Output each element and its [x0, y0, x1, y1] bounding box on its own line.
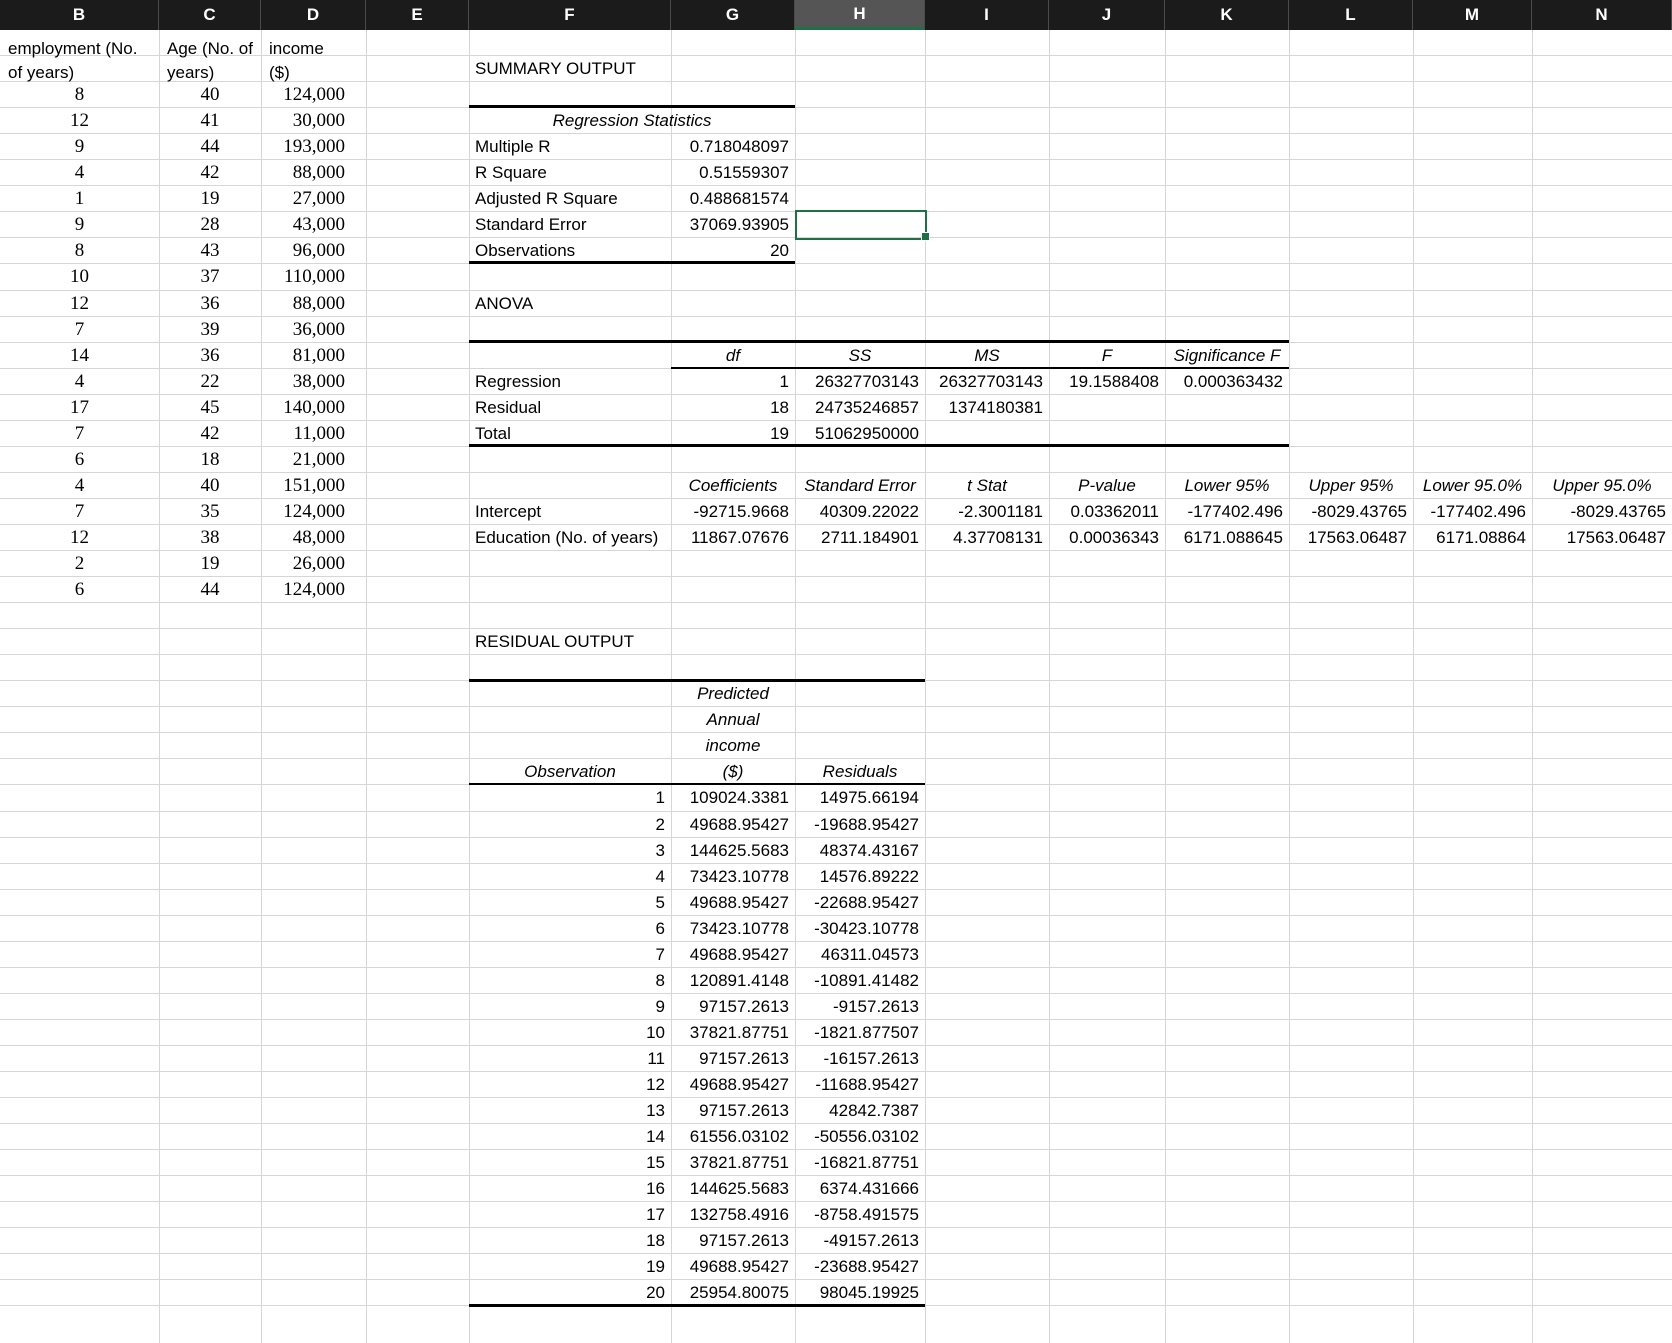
data-cell: 4 — [74, 162, 85, 184]
coef-header: Upper 95% — [1308, 475, 1394, 495]
anova-value: 26327703143 — [814, 371, 919, 391]
stat-label: Standard Error — [475, 215, 587, 235]
coef-row-label: Education (No. of years) — [475, 527, 659, 547]
grid-column-line — [469, 30, 470, 1343]
residual-output-title: RESIDUAL OUTPUT — [475, 632, 635, 652]
column-header-h[interactable]: H — [795, 0, 925, 30]
grid-column-line — [1165, 30, 1166, 1343]
fill-handle[interactable] — [921, 232, 930, 241]
anova-header: MS — [974, 345, 1000, 365]
data-cell: 41 — [200, 110, 220, 132]
data-cell: 7 — [74, 500, 85, 522]
data-cell: 124,000 — [283, 500, 345, 522]
predicted-value: 49688.95427 — [689, 944, 789, 964]
data-cell: 4 — [74, 370, 85, 392]
predicted-value: 132758.4916 — [689, 1205, 789, 1225]
predicted-value: 144625.5683 — [689, 840, 789, 860]
data-cell: 7 — [74, 318, 85, 340]
anova-row-label: Residual — [475, 397, 542, 417]
data-header-d: ($) — [269, 63, 290, 82]
anova-value: 18 — [770, 397, 789, 417]
anova-title: ANOVA — [475, 293, 534, 313]
residual-value: -50556.03102 — [814, 1127, 919, 1147]
observation-number: 17 — [646, 1205, 665, 1225]
observation-number: 4 — [655, 866, 665, 886]
data-cell: 44 — [200, 579, 220, 601]
residual-value: -30423.10778 — [814, 918, 919, 938]
regression-statistics-title: Regression Statistics — [552, 111, 712, 131]
anova-value: 1374180381 — [948, 397, 1043, 417]
data-cell: 40 — [200, 84, 220, 106]
column-header-i[interactable]: I — [925, 0, 1049, 30]
grid-row-line — [0, 628, 1672, 629]
observation-number: 5 — [655, 892, 665, 912]
residual-value: 46311.04573 — [820, 944, 919, 964]
stat-value: 37069.93905 — [689, 215, 789, 235]
data-cell: 96,000 — [292, 240, 345, 262]
residual-value: -8758.491575 — [814, 1205, 919, 1225]
observation-number: 12 — [646, 1075, 665, 1094]
coef-header: Upper 95.0% — [1552, 475, 1652, 495]
anova-value: 51062950000 — [814, 423, 919, 443]
grid-row-line — [0, 706, 1672, 707]
summary-bottom-rule — [469, 261, 795, 264]
coef-header: Standard Error — [804, 475, 916, 495]
anova-row-label: Regression — [475, 371, 561, 391]
coef-value: 4.37708131 — [953, 527, 1043, 547]
observation-number: 15 — [646, 1153, 665, 1173]
predicted-value: 73423.10778 — [689, 866, 789, 886]
residual-value: -22688.95427 — [814, 892, 919, 912]
column-header-e[interactable]: E — [366, 0, 469, 30]
column-header-f[interactable]: F — [469, 0, 671, 30]
residual-value: 14975.66194 — [819, 788, 919, 808]
grid-column-line — [1049, 30, 1050, 1343]
anova-header: F — [1101, 345, 1113, 365]
observation-number: 10 — [646, 1022, 665, 1042]
column-header-k[interactable]: K — [1165, 0, 1289, 30]
residuals-header: Residuals — [822, 762, 898, 782]
data-cell: 43 — [200, 240, 220, 262]
coef-row-label: Intercept — [475, 501, 542, 521]
predicted-value: 144625.5683 — [689, 1179, 789, 1199]
data-header-c: Age (No. of — [167, 39, 253, 58]
anova-value: 19 — [770, 423, 789, 443]
data-cell: 140,000 — [283, 396, 345, 418]
coef-value: -2.3001181 — [958, 501, 1043, 521]
predicted-value: 37821.87751 — [689, 1022, 789, 1042]
anova-value: 26327703143 — [938, 371, 1043, 391]
residual-value: -49157.2613 — [823, 1231, 919, 1251]
predicted-value: 109024.3381 — [689, 788, 789, 808]
data-header-b: employment (No. — [8, 39, 138, 58]
coef-value: 40309.22022 — [819, 501, 919, 521]
coef-header: Lower 95% — [1184, 475, 1270, 495]
data-cell: 26,000 — [292, 553, 345, 574]
coef-value: -177402.496 — [1187, 501, 1283, 521]
data-cell: 21,000 — [292, 448, 345, 470]
predicted-header: income — [705, 736, 761, 756]
observation-number: 18 — [646, 1231, 665, 1251]
data-cell: 81,000 — [292, 344, 345, 366]
observation-header: Observation — [524, 762, 616, 782]
data-cell: 6 — [74, 579, 85, 601]
observation-number: 14 — [646, 1127, 665, 1147]
coef-value: 0.00036343 — [1069, 527, 1159, 547]
anova-value: 0.000363432 — [1183, 371, 1283, 391]
residual-value: 6374.431666 — [819, 1179, 919, 1199]
data-cell: 6 — [74, 448, 85, 470]
data-cell: 110,000 — [283, 266, 345, 288]
data-cell: 40 — [200, 474, 220, 496]
predicted-value: 97157.2613 — [699, 996, 789, 1016]
coef-value: 17563.06487 — [1566, 527, 1666, 547]
data-cell: 35 — [200, 500, 220, 522]
data-cell: 14 — [70, 344, 89, 366]
residual-value: -1821.877507 — [814, 1022, 919, 1042]
coef-value: -92715.9668 — [693, 501, 789, 521]
predicted-value: 97157.2613 — [699, 1231, 789, 1251]
observation-number: 9 — [655, 996, 665, 1016]
stat-label: Adjusted R Square — [475, 189, 618, 209]
data-cell: 9 — [74, 214, 85, 236]
grid-row-line — [0, 732, 1672, 733]
data-cell: 27,000 — [292, 188, 345, 210]
residual-value: -11688.95427 — [815, 1075, 919, 1094]
predicted-value: 120891.4148 — [689, 970, 789, 990]
data-cell: 28 — [200, 214, 220, 236]
predicted-value: 49688.95427 — [689, 1257, 789, 1277]
data-cell: 124,000 — [283, 84, 345, 106]
data-cell: 39 — [200, 318, 220, 340]
anova-header: SS — [848, 345, 872, 365]
coef-value: -177402.496 — [1430, 501, 1526, 521]
column-header-j[interactable]: J — [1049, 0, 1165, 30]
data-cell: 4 — [74, 474, 85, 496]
data-cell: 30,000 — [292, 110, 345, 132]
coef-header: Coefficients — [688, 475, 778, 495]
predicted-header: ($) — [722, 762, 744, 782]
residual-bottom-rule — [469, 1304, 925, 1307]
column-header-m[interactable]: M — [1413, 0, 1532, 30]
predicted-value: 37821.87751 — [689, 1153, 789, 1173]
anova-value: 19.1588408 — [1069, 371, 1159, 391]
data-cell: 19 — [200, 188, 220, 210]
data-cell: 43,000 — [292, 214, 345, 236]
data-cell: 1 — [74, 188, 85, 210]
data-cell: 36 — [200, 344, 220, 366]
data-cell: 88,000 — [292, 292, 345, 314]
column-header-d[interactable]: D — [261, 0, 366, 30]
observation-number: 1 — [655, 788, 665, 808]
predicted-value: 25954.80075 — [689, 1283, 789, 1303]
anova-row-label: Total — [475, 423, 511, 443]
residual-value: 48374.43167 — [819, 840, 919, 860]
data-cell: 36 — [200, 292, 220, 314]
data-cell: 2 — [74, 553, 85, 574]
residual-value: 98045.19925 — [819, 1283, 919, 1303]
data-cell: 42 — [200, 422, 220, 444]
data-cell: 42 — [200, 162, 220, 184]
residual-value: -23688.95427 — [814, 1257, 919, 1277]
predicted-value: 73423.10778 — [689, 918, 789, 938]
coef-header: Lower 95.0% — [1422, 475, 1523, 495]
coef-header: P-value — [1078, 475, 1136, 495]
grid-row-line — [0, 654, 1672, 655]
data-cell: 7 — [74, 422, 85, 444]
data-cell: 12 — [70, 292, 89, 314]
data-cell: 12 — [70, 526, 89, 548]
column-header-n[interactable]: N — [1532, 0, 1672, 30]
observation-number: 16 — [646, 1179, 665, 1199]
column-header-b[interactable]: B — [0, 0, 159, 30]
data-cell: 44 — [200, 136, 220, 158]
predicted-value: 97157.2613 — [699, 1048, 789, 1068]
stat-label: Multiple R — [475, 137, 551, 157]
coef-value: 6171.088645 — [1183, 527, 1283, 547]
residual-value: 14576.89222 — [819, 866, 919, 886]
stat-label: R Square — [475, 163, 547, 183]
data-cell: 124,000 — [283, 579, 345, 601]
stat-value: 0.718048097 — [689, 137, 789, 157]
grid-column-line — [671, 30, 672, 1343]
stat-value: 0.488681574 — [689, 189, 789, 209]
grid-column-line — [366, 30, 367, 1343]
summary-title: SUMMARY OUTPUT — [475, 59, 636, 79]
observation-number: 19 — [646, 1257, 665, 1277]
data-cell: 37 — [200, 266, 220, 288]
predicted-value: 97157.2613 — [699, 1101, 789, 1121]
anova-bottom-rule — [469, 444, 1289, 447]
data-header-b: of years) — [8, 63, 75, 82]
observation-number: 13 — [646, 1101, 665, 1121]
data-cell: 19 — [200, 553, 220, 574]
anova-header: Significance F — [1173, 345, 1281, 365]
residual-value: -16157.2613 — [823, 1048, 919, 1068]
coef-value: -8029.43765 — [1311, 501, 1407, 521]
predicted-header: Predicted — [697, 684, 769, 704]
data-cell: 9 — [74, 136, 85, 158]
residual-value: -10891.41482 — [814, 970, 919, 990]
residual-value: -9157.2613 — [832, 996, 919, 1016]
predicted-header: Annual — [706, 710, 760, 730]
residual-value: 42842.7387 — [829, 1101, 919, 1121]
predicted-value: 49688.95427 — [689, 1075, 789, 1094]
data-cell: 45 — [200, 396, 220, 418]
column-header-l[interactable]: L — [1289, 0, 1413, 30]
anova-value: 1 — [779, 371, 789, 391]
predicted-value: 49688.95427 — [689, 892, 789, 912]
data-cell: 17 — [70, 396, 89, 418]
data-cell: 22 — [200, 370, 220, 392]
data-header-d: income — [269, 39, 324, 58]
coef-value: 2711.184901 — [820, 527, 919, 547]
observation-number: 7 — [655, 944, 665, 964]
observation-number: 11 — [647, 1048, 665, 1068]
data-cell: 151,000 — [283, 474, 345, 496]
stat-value: 20 — [770, 241, 789, 261]
residual-value: -16821.87751 — [814, 1153, 919, 1173]
grid-column-line — [1532, 30, 1533, 1343]
data-cell: 8 — [74, 84, 85, 106]
observation-number: 2 — [655, 814, 665, 834]
grid-column-line — [1413, 30, 1414, 1343]
coef-header: t Stat — [967, 475, 1007, 495]
observation-number: 8 — [655, 970, 665, 990]
data-cell: 11,000 — [293, 422, 345, 444]
selected-cell[interactable] — [795, 210, 927, 240]
data-cell: 88,000 — [292, 162, 345, 184]
observation-number: 6 — [655, 918, 665, 938]
grid-column-line — [1289, 30, 1290, 1343]
data-cell: 38 — [200, 526, 220, 548]
predicted-value: 61556.03102 — [689, 1127, 789, 1147]
data-cell: 12 — [70, 110, 89, 132]
data-cell: 193,000 — [283, 136, 345, 158]
predicted-value: 49688.95427 — [689, 814, 789, 834]
data-cell: 48,000 — [292, 526, 345, 548]
stat-label: Observations — [475, 241, 576, 261]
data-header-c: years) — [167, 63, 215, 82]
stat-value: 0.51559307 — [699, 163, 789, 183]
observation-number: 3 — [655, 840, 665, 860]
column-header-c[interactable]: C — [159, 0, 261, 30]
anova-header: df — [725, 345, 741, 365]
data-cell: 10 — [70, 266, 89, 288]
coef-value: 0.03362011 — [1070, 501, 1159, 521]
coef-value: 17563.06487 — [1307, 527, 1407, 547]
residual-value: -19688.95427 — [814, 814, 919, 834]
coef-value: 11867.07676 — [690, 527, 789, 547]
column-header-g[interactable]: G — [671, 0, 795, 30]
data-cell: 38,000 — [292, 370, 345, 392]
data-cell: 18 — [200, 448, 220, 470]
data-cell: 8 — [74, 240, 85, 262]
anova-value: 24735246857 — [814, 397, 919, 417]
data-cell: 36,000 — [292, 318, 345, 340]
coef-value: -8029.43765 — [1570, 501, 1666, 521]
observation-number: 20 — [646, 1283, 665, 1303]
coef-value: 6171.08864 — [1436, 527, 1526, 547]
